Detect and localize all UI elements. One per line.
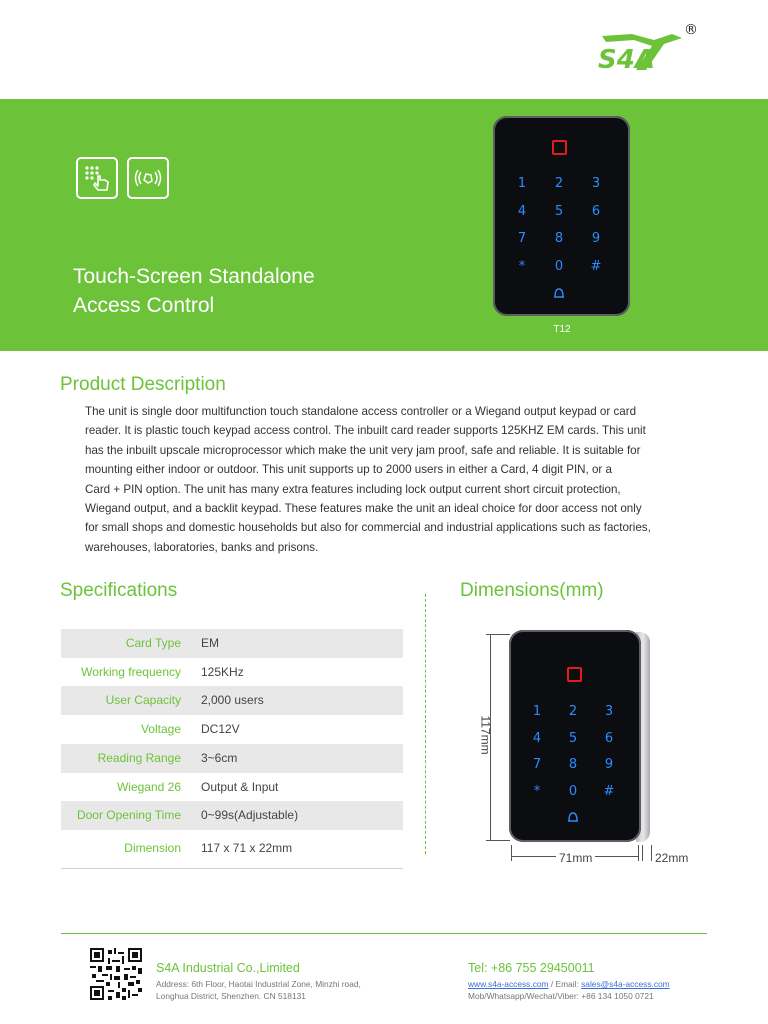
- bell-icon: [566, 810, 580, 824]
- description-line: for small shops and domestic households but also for commercial and industrial applications such as factories,: [85, 521, 651, 535]
- description-line: Card + PIN option. The unit has many extra features including lock output current short circuit protection,: [85, 482, 621, 496]
- keypad-key: 4: [517, 204, 527, 219]
- spec-row: [61, 744, 403, 773]
- spec-label: Dimension: [124, 841, 181, 855]
- spec-row: [61, 773, 403, 802]
- banner-title-line1: Touch-Screen Standalone: [73, 265, 315, 288]
- dimension-tick: [642, 845, 643, 861]
- keypad-key: 9: [591, 231, 601, 246]
- keypad-key: 6: [591, 204, 601, 219]
- keypad-key: 3: [604, 704, 614, 719]
- spec-label: Door Opening Time: [76, 808, 181, 822]
- dimension-tick: [511, 845, 512, 861]
- keypad-key: #: [603, 784, 615, 799]
- spec-label: Card Type: [125, 636, 181, 650]
- company-address: [156, 978, 386, 1002]
- spec-row: [61, 834, 403, 863]
- keypad-key: *: [533, 784, 541, 799]
- device-photo: [493, 116, 630, 316]
- spec-value: DC12V: [201, 722, 240, 736]
- bell-icon: [552, 286, 566, 300]
- company-name: S4A Industrial Co.,Limited: [156, 961, 300, 975]
- spec-label: User Capacity: [105, 693, 181, 707]
- description-line: mounting either indoor or outdoor. This unit supports up to 2000 users in either a Card, 4 digit PIN, or a: [85, 463, 612, 477]
- dimension-tick: [486, 634, 510, 635]
- description-heading: Product Description: [60, 374, 226, 395]
- spec-table-divider: [61, 868, 403, 869]
- description-line: Wiegand output, and a backlit keypad. These features make the unit an ideal choice for door access not only: [85, 502, 642, 516]
- qr-code-icon: [90, 948, 142, 1000]
- keypad-key: #: [590, 259, 602, 274]
- rfid-card-icon: [127, 157, 169, 199]
- footer-divider: [61, 933, 707, 934]
- registered-mark: ®: [684, 22, 698, 38]
- svg-text:S4A: S4A: [598, 45, 655, 74]
- width-label: 71mm: [556, 851, 595, 865]
- keypad-key: 9: [604, 757, 614, 772]
- mobile-contact: Mob/Whatsapp/Wechat/Viber: +86 134 1050 0721: [468, 991, 654, 1001]
- spec-label: Wiegand 26: [116, 780, 181, 794]
- telephone: Tel: +86 755 29450011: [468, 961, 595, 975]
- website-link[interactable]: www.s4a-access.com: [468, 979, 549, 989]
- depth-label: 22mm: [655, 851, 689, 865]
- keypad-key: 8: [568, 757, 578, 772]
- keypad-key: 2: [554, 176, 564, 191]
- email-link[interactable]: sales@s4a-access.com: [581, 979, 670, 989]
- keypad-key: 1: [532, 704, 542, 719]
- keypad-key: 5: [568, 731, 578, 746]
- dimension-tick: [651, 845, 652, 861]
- spec-value: 0~99s(Adjustable): [201, 808, 299, 822]
- height-label: 117mm: [478, 715, 493, 755]
- keypad-key: 8: [554, 231, 564, 246]
- keypad-key: 0: [554, 259, 564, 274]
- description-line: has the inbuilt upscale microprocessor which make the unit very jam proof, safe and reliable. It is suitable for: [85, 443, 641, 457]
- spec-label: Voltage: [140, 722, 181, 736]
- keypad-key: 0: [568, 784, 578, 799]
- spec-label: Reading Range: [97, 751, 181, 765]
- address-line: Address: 6th Floor, Haotai Industrial Zone, Minzhi road,: [156, 979, 361, 989]
- spec-value: 3~6cm: [201, 751, 238, 765]
- keypad-key: 1: [517, 176, 527, 191]
- spec-value: 117 x 71 x 22mm: [201, 841, 293, 855]
- spec-row: [61, 715, 403, 744]
- keypad-key: 7: [517, 231, 527, 246]
- email-prefix: / Email:: [548, 979, 582, 989]
- keypad-key: 6: [604, 731, 614, 746]
- device-front-view: [509, 630, 641, 842]
- s4a-logo-icon: [592, 30, 684, 74]
- keypad-key: 3: [591, 176, 601, 191]
- spec-row: [61, 658, 403, 687]
- keypad-touch-icon: [76, 157, 118, 199]
- spec-value: Output & Input: [201, 780, 279, 794]
- spec-value: EM: [201, 636, 219, 650]
- spec-value: 2,000 users: [201, 693, 264, 707]
- spec-value: 125KHz: [201, 665, 244, 679]
- keypad-key: 2: [568, 704, 578, 719]
- banner-title: [73, 262, 315, 320]
- description-line: warehouses, laboratories, banks and prisons.: [85, 540, 319, 554]
- banner-title-line2: Access Control: [73, 294, 215, 317]
- card-reader-led: [567, 667, 582, 682]
- description-body: [85, 402, 705, 557]
- model-label: T12: [553, 324, 571, 335]
- address-line: Longhua District, Shenzhen. CN 518131: [156, 991, 306, 1001]
- keypad-key: 7: [532, 757, 542, 772]
- spec-row: [61, 801, 403, 830]
- keypad-key: 5: [554, 204, 564, 219]
- description-line: reader. It is plastic touch keypad access control. The inbuilt card reader supports 125KHZ EM cards. This unit: [85, 424, 646, 438]
- contact-info: [468, 978, 670, 1002]
- spec-row: [61, 629, 403, 658]
- company-logo: [592, 22, 698, 74]
- spec-row: [61, 686, 403, 715]
- dimension-tick: [486, 840, 510, 841]
- dimension-tick: [638, 845, 639, 861]
- description-line: The unit is single door multifunction touch standalone access controller or a Wiegand output keypad or card: [85, 405, 637, 418]
- dimensions-heading: Dimensions(mm): [460, 580, 604, 601]
- keypad-key: 4: [532, 731, 542, 746]
- card-reader-led: [552, 140, 567, 155]
- column-divider: [425, 594, 426, 854]
- spec-label: Working frequency: [81, 665, 181, 679]
- specifications-heading: Specifications: [60, 580, 178, 601]
- keypad-key: *: [518, 259, 526, 274]
